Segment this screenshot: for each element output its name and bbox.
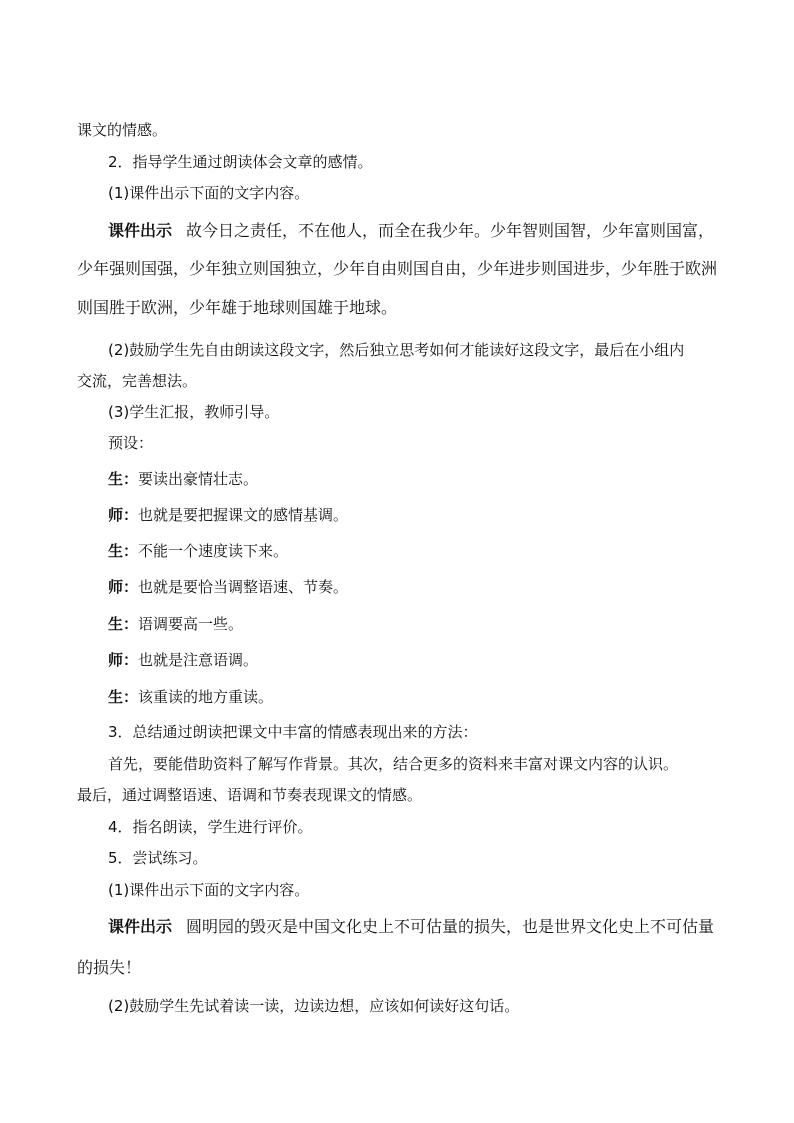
text-line [108,754,678,774]
dialogue-line [108,687,273,707]
line-text: 不能一个速度读下来。 [138,542,289,560]
line-text: 课文的情感。 [77,121,168,139]
courseware-label: 课件出示 [108,221,173,240]
line-text: 3．总结通过朗读把课文中丰富的情感表现出来的方法： [108,723,478,741]
quote-line [77,259,717,279]
dialogue-line [108,650,258,670]
dialogue-line [108,614,243,634]
speaker-student-label: 生： [108,688,139,706]
line-text: 要读出豪情壮志。 [138,470,259,488]
text-line [108,433,153,453]
text-line [108,183,309,203]
courseware-label: 课件出示 [108,917,173,936]
text-line [108,402,279,422]
line-text: 2．指导学生通过朗读体会文章的感情。 [108,153,373,171]
line-text: 的损失！ [77,958,142,977]
dialogue-line [108,505,348,525]
line-text: (2)鼓励学生先试着读一读，边读边想，应该如何读好这句话。 [108,997,520,1015]
speaker-teacher-label: 师： [108,651,139,669]
section-heading [108,817,313,837]
line-text: 该重读的地方重读。 [138,688,274,706]
speaker-teacher-label: 师： [108,578,139,596]
text-line [108,996,519,1016]
line-text: 圆明园的毁灭是中国文化史上不可估量的损失，也是世界文化史上不可估量 [186,917,715,936]
speaker-student-label: 生： [108,542,139,560]
dialogue-line [108,577,348,597]
text-line [77,371,197,391]
speaker-student-label: 生： [108,470,139,488]
dialogue-line [108,541,288,561]
quote-line [77,298,397,318]
section-heading [108,722,478,742]
quote-line [108,221,714,241]
text-line [77,120,167,140]
line-text: 也就是要恰当调整语速、节奏。 [138,578,349,596]
text-line [108,880,309,900]
line-text: 则国胜于欧洲，少年雄于地球则国雄于地球。 [77,298,398,317]
line-text: 故今日之责任，不在他人，而全在我少年。少年智则国智，少年富则国富， [186,221,715,240]
section-heading [108,152,373,172]
line-text: 预设： [108,434,154,452]
quote-line [108,917,714,937]
line-text: 首先，要能借助资料了解写作背景。其次，结合更多的资料来丰富对课文内容的认识。 [108,755,679,773]
speaker-teacher-label: 师： [108,506,139,524]
line-text: 4．指名朗读，学生进行评价。 [108,818,313,836]
line-text: (2)鼓励学生先自由朗读这段文字，然后独立思考如何才能读好这段文字，最后在小组内 [108,341,685,359]
line-text: (1)课件出示下面的文字内容。 [108,881,310,899]
text-line [77,785,422,805]
text-line [108,340,684,360]
section-heading [108,848,208,868]
line-text: 5．尝试练习。 [108,849,208,867]
line-text: (3)学生汇报，教师引导。 [108,403,280,421]
line-text: 也就是注意语调。 [138,651,259,669]
quote-line [77,958,141,978]
speaker-student-label: 生： [108,615,139,633]
line-text: 交流，完善想法。 [77,372,198,390]
line-text: 语调要高一些。 [138,615,244,633]
line-text: 也就是要把握课文的感情基调。 [138,506,349,524]
line-text: (1)课件出示下面的文字内容。 [108,184,310,202]
line-text: 最后，通过调整语速、语调和节奏表现课文的情感。 [77,786,423,804]
line-text: 少年强则国强，少年独立则国独立，少年自由则国自由，少年进步则国进步，少年胜于欧洲 [77,259,718,278]
dialogue-line [108,469,258,489]
